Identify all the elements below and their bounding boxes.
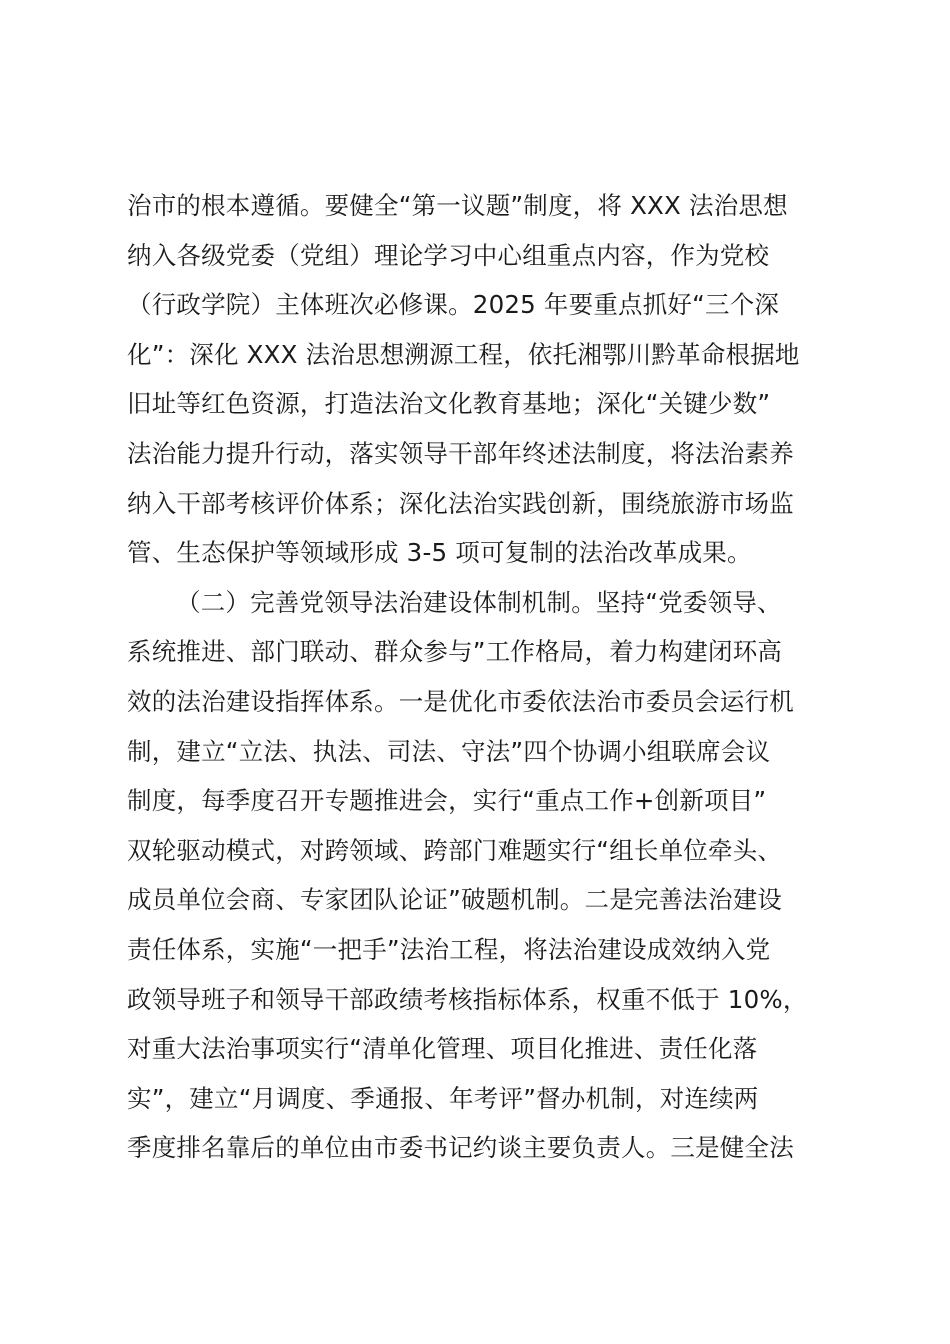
text-line: 对重大法治事项实行“清单化管理、项目化推进、责任化落 [127, 1034, 758, 1064]
text-line: 季度排名靠后的单位由市委书记约谈主要负责人。三是健全法 [127, 1133, 794, 1163]
text-line: 纳入各级党委（党组）理论学习中心组重点内容，作为党校 [127, 240, 770, 270]
paragraph-1 [127, 181, 837, 578]
text-line: 旧址等红色资源，打造法治文化教育基地；深化“关键少数” [127, 389, 771, 419]
text-line: 成员单位会商、专家团队论证”破题机制。二是完善法治建设 [127, 885, 783, 915]
text-line: 法治能力提升行动，落实领导干部年终述法制度，将法治素养 [127, 438, 794, 468]
text-line: 化”：深化 XXX 法治思想溯源工程，依托湘鄂川黔革命根据地 [127, 339, 800, 369]
text-line: 制，建立“立法、执法、司法、守法”四个协调小组联席会议 [127, 736, 771, 766]
text-line: 管、生态保护等领域形成 3-5 项可复制的法治改革成果。 [127, 538, 752, 568]
paragraph-2 [127, 578, 837, 1173]
text-line: 实”，建立“月调度、季通报、年考评”督办机制，对连续两 [127, 1083, 759, 1113]
text-line: 制度，每季度召开专题推进会，实行“重点工作+创新项目” [127, 786, 767, 816]
text-line: 效的法治建设指挥体系。一是优化市委依法治市委员会运行机 [127, 686, 794, 716]
text-line-indented: （二）完善党领导法治建设体制机制。坚持“党委领导、 [176, 587, 782, 617]
document-body [127, 181, 837, 1173]
text-line: 双轮驱动模式，对跨领域、跨部门难题实行“组长单位牵头、 [127, 835, 783, 865]
text-line: 系统推进、部门联动、群众参与”工作格局，着力构建闭环高 [127, 637, 783, 667]
text-line: 责任体系，实施“一把手”法治工程，将法治建设成效纳入党 [127, 934, 771, 964]
text-line: 政领导班子和领导干部政绩考核指标体系，权重不低于 10%， [127, 984, 808, 1014]
text-line: 治市的根本遵循。要健全“第一议题”制度，将 XXX 法治思想 [127, 191, 788, 220]
text-line: 纳入干部考核评价体系；深化法治实践创新，围绕旅游市场监 [127, 488, 794, 518]
text-line: （行政学院）主体班次必修课。2025 年要重点抓好“三个深 [127, 290, 780, 320]
